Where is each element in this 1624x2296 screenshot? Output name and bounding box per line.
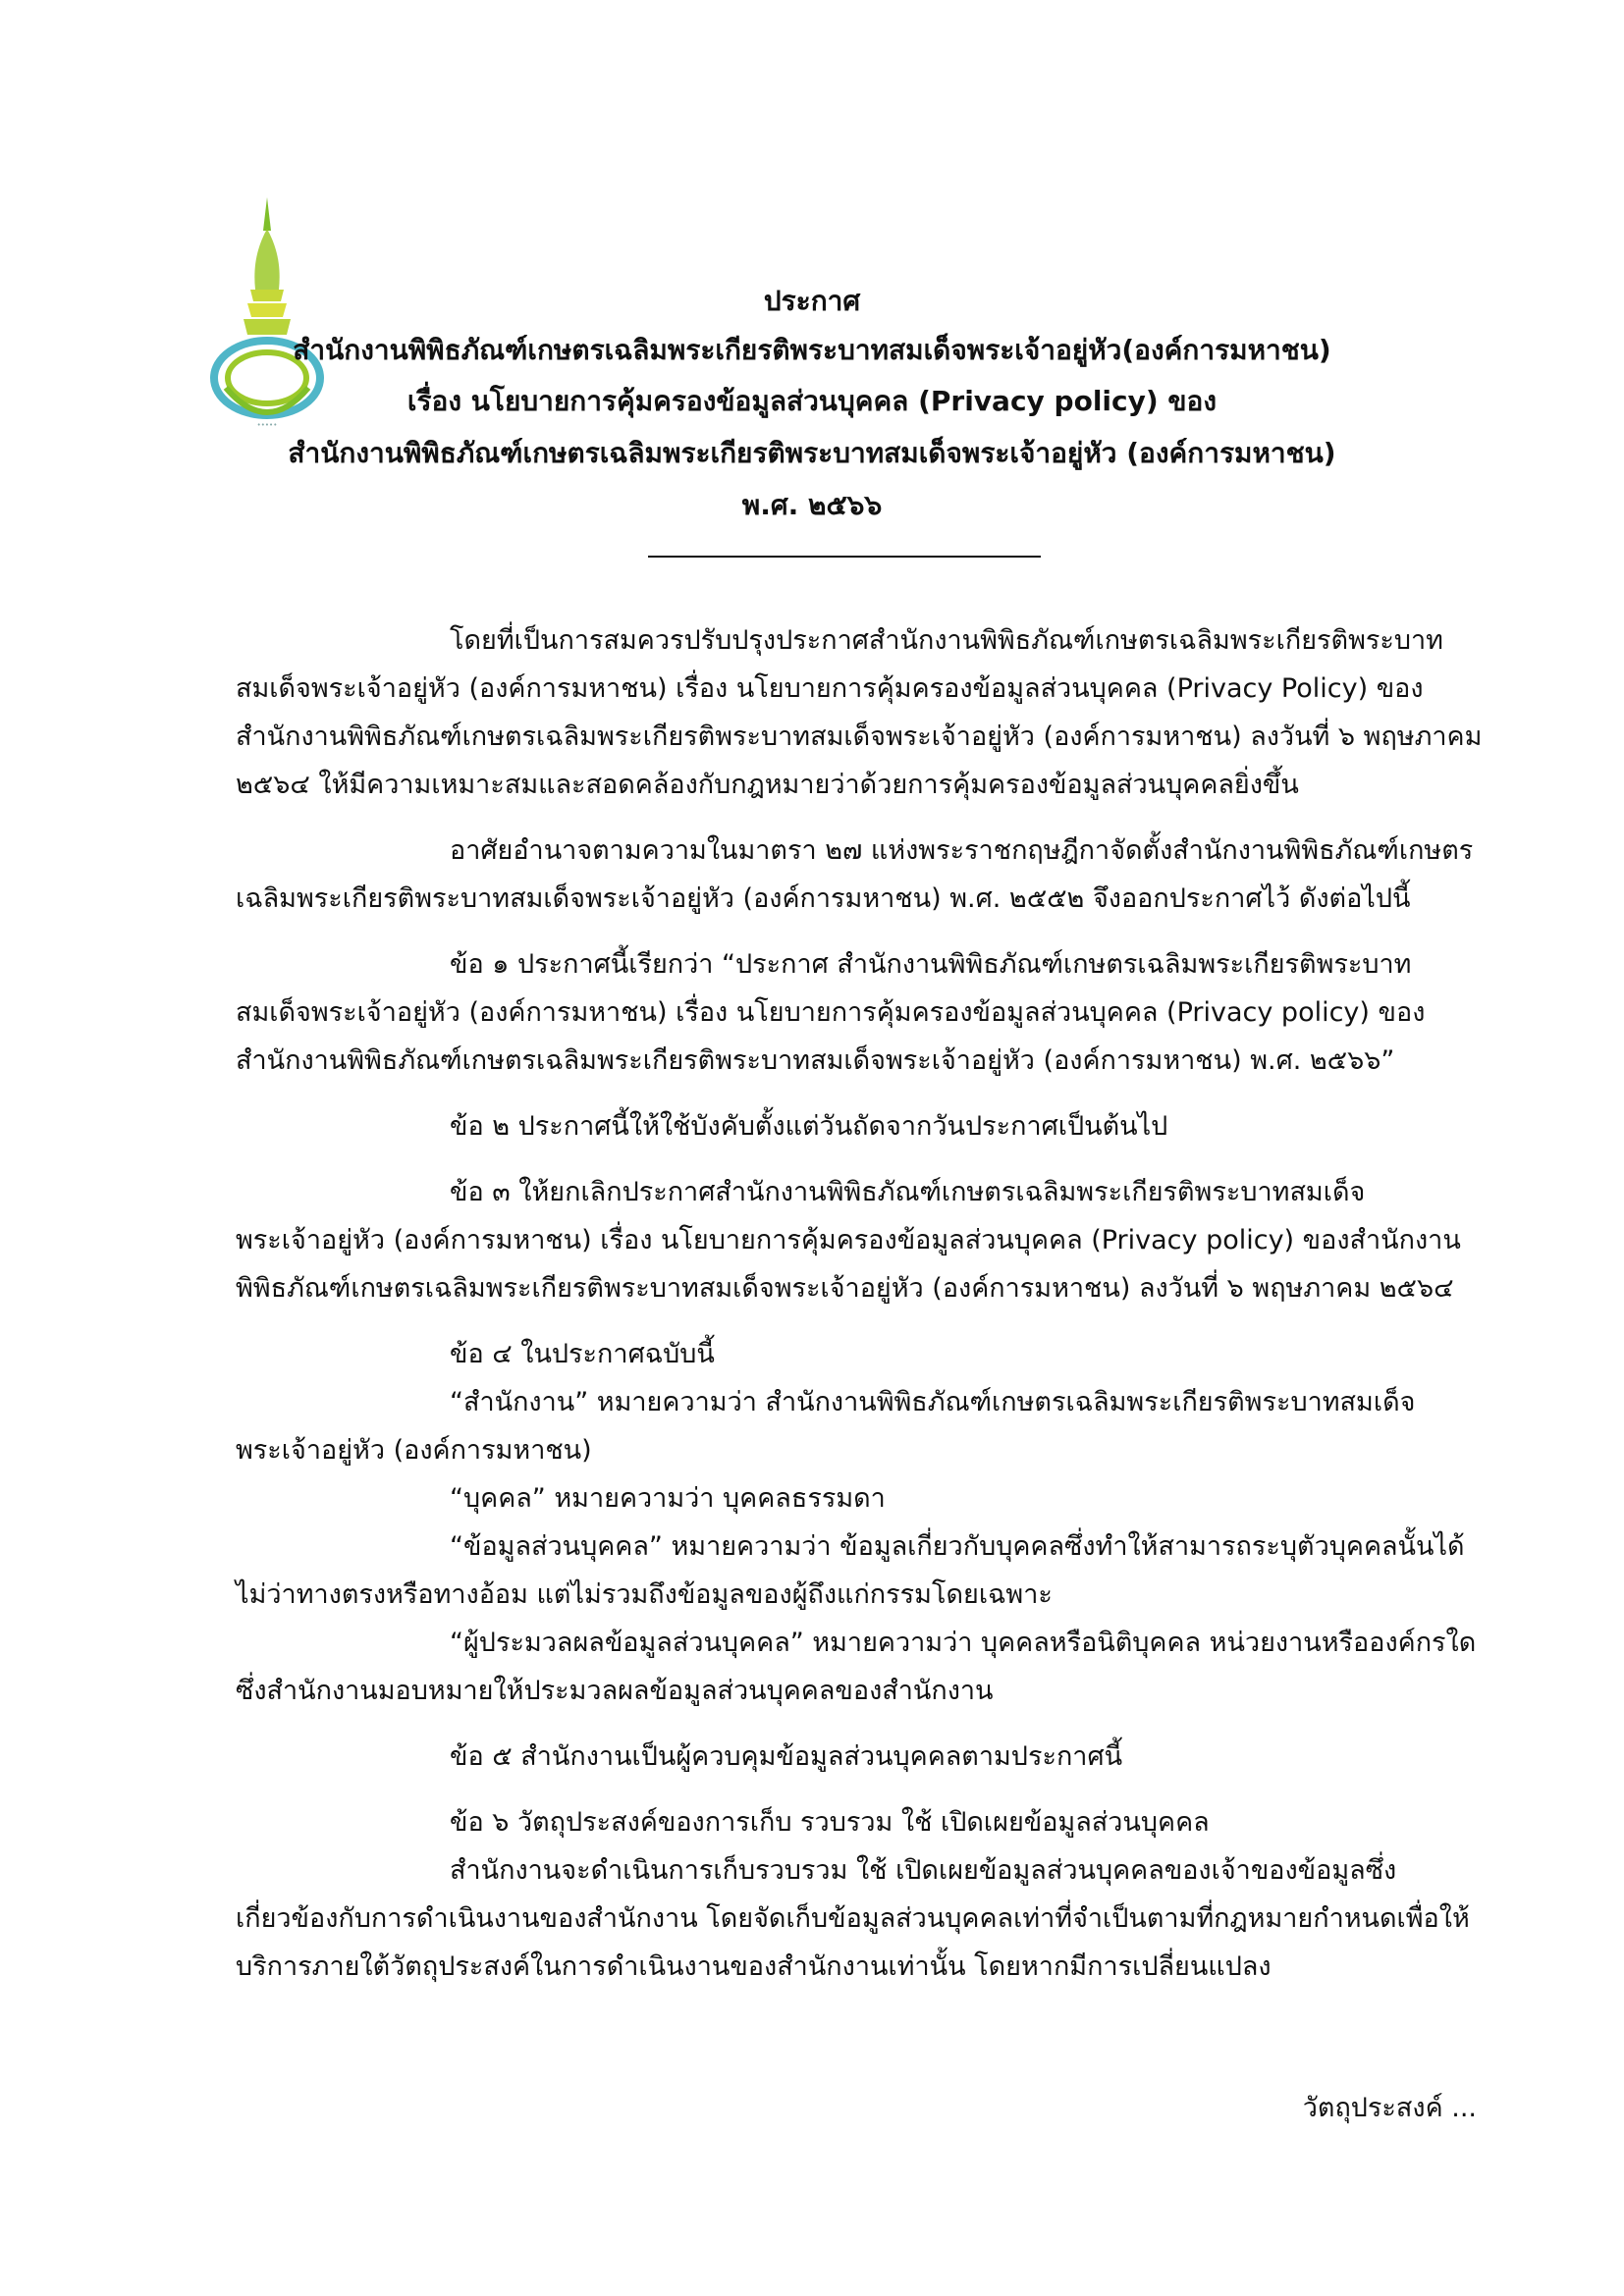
header-divider [648, 556, 1041, 558]
organization-name: สำนักงานพิพิธภัณฑ์เกษตรเฉลิมพระเกียรติพระบาทสมเด็จพระเจ้าอยู่หัว(องค์การมหาชน) [293, 334, 1331, 366]
clause-4: ข้อ ๔ ในประกาศฉบับนี้ [450, 1339, 715, 1369]
clause-1: ข้อ ๑ ประกาศนี้เรียกว่า “ประกาศ สำนักงานพิพิธภัณฑ์เกษตรเฉลิมพระเกียรติพระบาทสมเด็จพระเจ้าอยู่หัว (องค์การมหาชน) เรื่อง นโยบายการคุ้มครองข้อมูลส่วนบุคคล (Privacy policy) ของสำนักงานพิพิธภัณฑ์เกษตรเฉลิมพระเกียรติพระบาทสมเด็จพระเจ้าอยู่หัว (องค์การมหาชน) พ.ศ. ๒๕๖๖” [236, 949, 1426, 1076]
subject-line: เรื่อง นโยบายการคุ้มครองข้อมูลส่วนบุคคล (Privacy policy) ของ [406, 385, 1218, 417]
definition-office: “สำนักงาน” หมายความว่า สำนักงานพิพิธภัณฑ์เกษตรเฉลิมพระเกียรติพระบาทสมเด็จพระเจ้าอยู่หัว (องค์การมหาชน) [236, 1387, 1416, 1466]
preamble-paragraph: โดยที่เป็นการสมควรปรับปรุงประกาศสำนักงานพิพิธภัณฑ์เกษตรเฉลิมพระเกียรติพระบาทสมเด็จพระเจ้าอยู่หัว (องค์การมหาชน) เรื่อง นโยบายการคุ้มครองข้อมูลส่วนบุคคล (Privacy Policy) ของสำนักงานพิพิธภัณฑ์เกษตรเฉลิมพระเกียรติพระบาทสมเด็จพระเจ้าอยู่หัว (องค์การมหาชน) ลงวันที่ ๖ พฤษภาคม ๒๕๖๔ ให้มีความเหมาะสมและสอดคล้องกับกฎหมายว่าด้วยการคุ้มครองข้อมูลส่วนบุคคลยิ่งขึ้น [236, 625, 1483, 800]
document-body [236, 616, 1485, 1991]
clause-6: ข้อ ๖ วัตถุประสงค์ของการเก็บ รวบรวม ใช้ เปิดเผยข้อมูลส่วนบุคคล [450, 1807, 1210, 1838]
definition-person: “บุคคล” หมายความว่า บุคคลธรรมดา [450, 1483, 886, 1514]
clause-6-detail: สำนักงานจะดำเนินการเก็บรวบรวม ใช้ เปิดเผยข้อมูลส่วนบุคคลของเจ้าของข้อมูลซึ่งเกี่ยวข้องกับการดำเนินงานของสำนักงาน โดยจัดเก็บข้อมูลส่วนบุคคลเท่าที่จำเป็นตามที่กฎหมายกำหนดเพื่อให้บริการภายใต้วัตถุประสงค์ในการดำเนินงานของสำนักงานเท่านั้น โดยหากมีการเปลี่ยนแปลง [236, 1855, 1470, 1982]
clause-3: ข้อ ๓ ให้ยกเลิกประกาศสำนักงานพิพิธภัณฑ์เกษตรเฉลิมพระเกียรติพระบาทสมเด็จพระเจ้าอยู่หัว (องค์การมหาชน) เรื่อง นโยบายการคุ้มครองข้อมูลส่วนบุคคล (Privacy policy) ของสำนักงานพิพิธภัณฑ์เกษตรเฉลิมพระเกียรติพระบาทสมเด็จพระเจ้าอยู่หัว (องค์การมหาชน) ลงวันที่ ๖ พฤษภาคม ๒๕๖๔ [236, 1177, 1461, 1304]
clause-5: ข้อ ๕ สำนักงานเป็นผู้ควบคุมข้อมูลส่วนบุคคลตามประกาศนี้ [450, 1741, 1123, 1772]
continuation-note: วัตถุประสงค์ ... [1302, 2093, 1477, 2123]
announcement-title: ประกาศ [763, 285, 861, 317]
svg-text:•••••: ••••• [256, 421, 278, 429]
organization-name-2: สำนักงานพิพิธภัณฑ์เกษตรเฉลิมพระเกียรติพระบาทสมเด็จพระเจ้าอยู่หัว (องค์การมหาชน) [288, 437, 1336, 469]
definition-data-processor: “ผู้ประมวลผลข้อมูลส่วนบุคคล” หมายความว่า บุคคลหรือนิติบุคคล หน่วยงานหรือองค์กรใดซึ่งสำนักงานมอบหมายให้ประมวลผลข้อมูลส่วนบุคคลของสำนักงาน [236, 1628, 1477, 1706]
clause-2: ข้อ ๒ ประกาศนี้ให้ใช้บังคับตั้งแต่วันถัดจากวันประกาศเป็นต้นไป [450, 1111, 1168, 1142]
year-line: พ.ศ. ๒๕๖๖ [741, 489, 883, 521]
authority-paragraph: อาศัยอำนาจตามความในมาตรา ๒๗ แห่งพระราชกฤษฎีกาจัดตั้งสำนักงานพิพิธภัณฑ์เกษตรเฉลิมพระเกียรติพระบาทสมเด็จพระเจ้าอยู่หัว (องค์การมหาชน) พ.ศ. ๒๕๕๒ จึงออกประกาศไว้ ดังต่อไปนี้ [236, 835, 1474, 914]
definition-personal-data: “ข้อมูลส่วนบุคคล” หมายความว่า ข้อมูลเกี่ยวกับบุคคลซึ่งทำให้สามารถระบุตัวบุคคลนั้นได้ไม่ว่าทางตรงหรือทางอ้อม แต่ไม่รวมถึงข้อมูลของผู้ถึงแก่กรรมโดยเฉพาะ [236, 1531, 1465, 1610]
